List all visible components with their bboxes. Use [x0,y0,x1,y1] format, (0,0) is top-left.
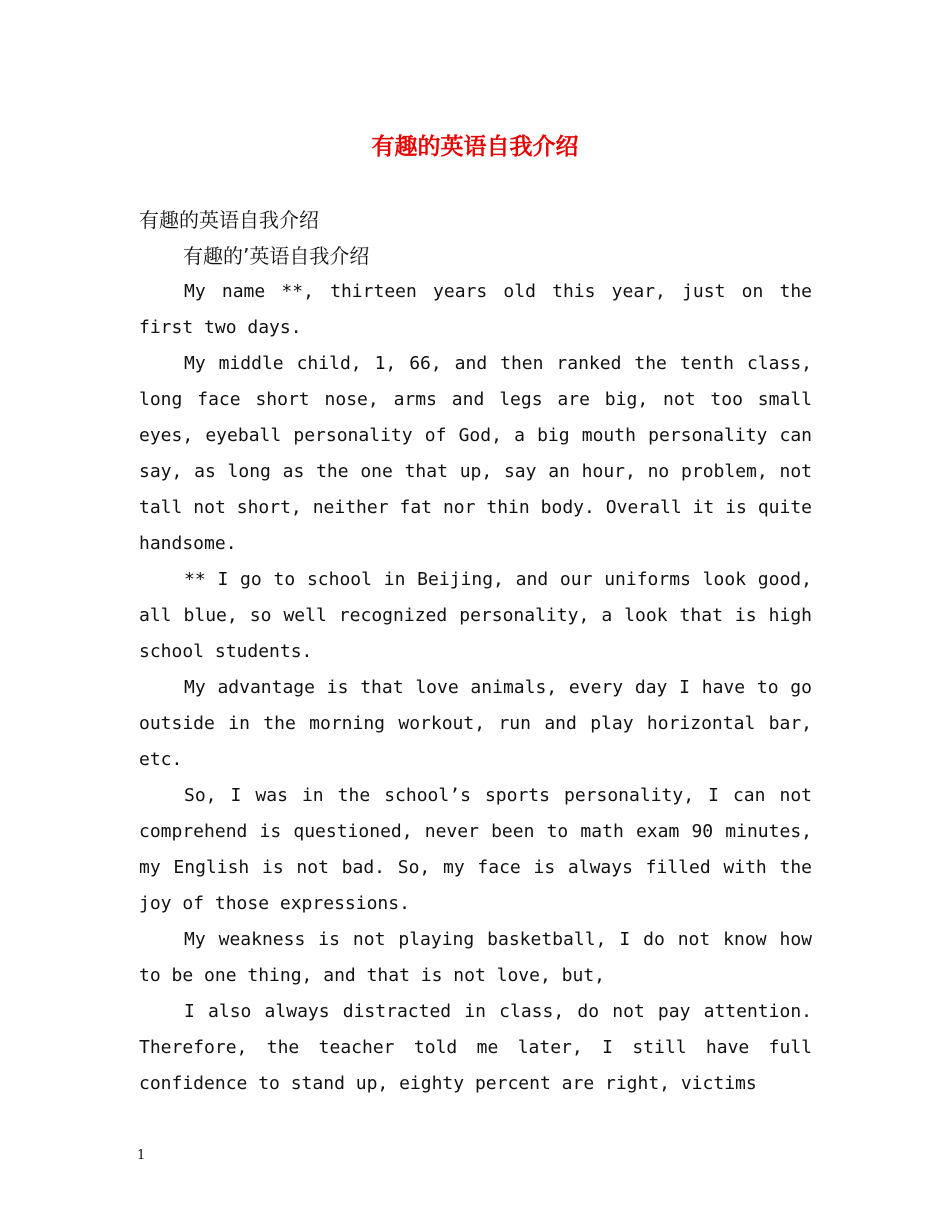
section-subheading: 有趣的’英语自我介绍 [183,244,370,268]
document-title: 有趣的英语自我介绍 [371,134,579,160]
section-heading: 有趣的英语自我介绍 [139,208,319,232]
paragraph-1: My name **, thirteen years old this year, just on the first two days. [139,281,812,338]
paragraph-4: My advantage is that love animals, every day I have to go outside in the morning workout, run and play horizontal bar, etc. [139,677,812,770]
paragraph-5: So, I was in the school’s sports personality, I can not comprehend is questioned, never been to math exam 90 minutes, my English is not bad. So, my face is always filled with the joy of those expressions. [139,785,812,914]
paragraph-2: My middle child, 1, 66, and then ranked the tenth class, long face short nose, arms and legs are big, not too small eyes, eyeball personality of God, a big mouth personality can say, as long as the one that up, say an hour, no problem, not tall not short, neither fat nor thin body. Overall it is quite handsome. [139,353,812,554]
document-body [139,202,812,1102]
paragraph-6: My weakness is not playing basketball, I do not know how to be one thing, and that is not love, but, [139,929,812,986]
paragraph-3: ** I go to school in Beijing, and our uniforms look good, all blue, so well recognized personality, a look that is high school students. [139,569,812,662]
paragraph-7: I also always distracted in class, do not pay attention. Therefore, the teacher told me later, I still have full confidence to stand up, eighty percent are right, victims [139,1001,812,1094]
page-number: 1 [137,1148,146,1163]
